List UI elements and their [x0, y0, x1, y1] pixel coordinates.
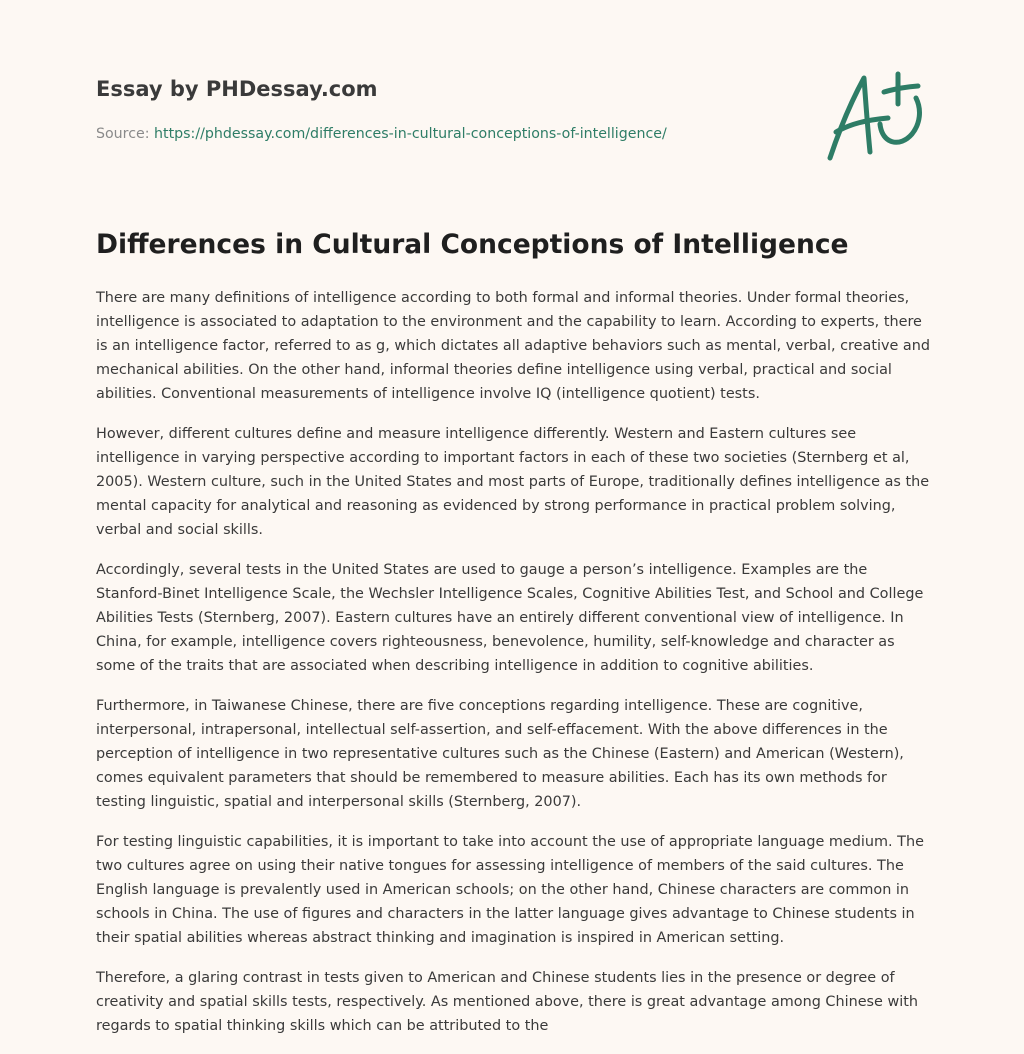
source-line	[96, 124, 796, 144]
essay-paragraph: However, different cultures define and measure intelligence differently. Western and Eastern cultures see intelligence in varying perspective according to important factors in each of these two societies (Sternberg et al, 2005). Western culture, such in the United States and most parts of Europe, traditionally defines intelligence as the mental capacity for analytical and reasoning as evidenced by strong performance in practical problem solving, verbal and social skills.	[96, 426, 930, 538]
essay-paragraph: There are many definitions of intelligence according to both formal and informal theories. Under formal theories, intelligence is associated to adaptation to the environment and the capability to learn. According to experts, there is an intelligence factor, referred to as g, which dictates all adaptive behaviors such as mental, verbal, creative and mechanical abilities. On the other hand, informal theories define intelligence using verbal, practical and social abilities. Conventional measurements of intelligence involve IQ (intelligence quotient) tests.	[96, 290, 930, 402]
site-title: Essay by PHDessay.com	[96, 77, 378, 101]
a-plus-logo-icon	[822, 66, 932, 166]
header	[96, 74, 796, 144]
essay-title: Differences in Cultural Conceptions of Intelligence	[96, 229, 849, 260]
essay-paragraph: For testing linguistic capabilities, it is important to take into account the use of appropriate language medium. The two cultures agree on using their native tongues for assessing intelligence of members of the said cultures. The English language is prevalently used in American schools; on the other hand, Chinese characters are common in schools in China. The use of figures and characters in the latter language gives advantage to Chinese students in their spatial abilities whereas abstract thinking and imagination is inspired in American setting.	[96, 834, 924, 946]
source-link[interactable]: https://phdessay.com/differences-in-cultural-conceptions-of-intelligence/	[154, 126, 667, 142]
source-label: Source:	[96, 126, 155, 142]
essay-paragraph: Furthermore, in Taiwanese Chinese, there are five conceptions regarding intelligence. These are cognitive, interpersonal, intrapersonal, intellectual self-assertion, and self-effacement. With the above differences in the perception of intelligence in two representative cultures such as the Chinese (Eastern) and American (Western), comes equivalent parameters that should be remembered to measure abilities. Each has its own methods for testing linguistic, spatial and interpersonal skills (Sternberg, 2007).	[96, 698, 904, 810]
essay-paragraph: Therefore, a glaring contrast in tests given to American and Chinese students lies in the presence or degree of creativity and spatial skills tests, respectively. As mentioned above, there is great advantage among Chinese with regards to spatial thinking skills which can be attributed to the	[96, 970, 919, 1034]
essay-body	[96, 286, 930, 1054]
essay-paragraph: Accordingly, several tests in the United States are used to gauge a person’s intelligence. Examples are the Stanford-Binet Intelligence Scale, the Wechsler Intelligence Scales, Cognitive Abilities Test, and School and College Abilities Tests (Sternberg, 2007). Eastern cultures have an entirely different conventional view of intelligence. In China, for example, intelligence covers righteousness, benevolence, humility, self-knowledge and character as some of the traits that are associated when describing intelligence in addition to cognitive abilities.	[96, 562, 924, 674]
